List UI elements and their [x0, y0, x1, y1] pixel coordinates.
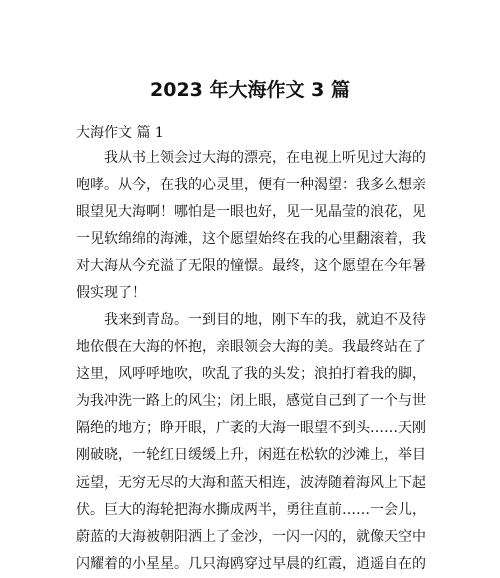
text-line: 闪耀着的小星星。几只海鸥穿过早晨的红霞，逍遥自在的 [76, 555, 426, 572]
text-line: 对大海从今充溢了无限的憧憬。最终，这个愿望在今年暑 [76, 258, 426, 275]
document-title: 2023 年大海作文 3 篇 [150, 79, 350, 101]
text-line: 我来到青岛。一到目的地，刚下车的我，就迫不及待 [76, 312, 426, 328]
text-line: 隔绝的地方；睁开眼，广袤的大海一眼望不到头……天刚 [76, 420, 426, 437]
text-line: 眼望见大海啊！哪怕是一眼也好，见一见晶莹的浪花，见 [76, 204, 426, 221]
text-line: 一见软绵绵的海滩，这个愿望始终在我的心里翻滚着，我 [76, 231, 426, 248]
text-line: 地依偎在大海的怀抱，亲眼领会大海的美。我最终站在了 [76, 339, 426, 356]
text-line: 我从书上领会过大海的漂亮，在电视上听见过大海的 [76, 150, 426, 166]
paragraph-1 [76, 145, 428, 308]
section-heading: 大海作文 篇 1 [76, 125, 164, 141]
text-line: 咆哮。从今，在我的心灵里，便有一种渴望：我多么想亲 [76, 177, 426, 194]
text-line: 蔚蓝的大海被朝阳洒上了金沙，一闪一闪的，就像天空中 [76, 528, 426, 545]
text-line: 为我冲洗一路上的风尘；闭上眼，感觉自己到了一个与世 [76, 393, 426, 410]
paragraph-2 [76, 307, 428, 578]
text-line: 假实现了！ [76, 285, 146, 302]
text-line: 远望，无穷无尽的大海和蓝天相连，波涛随着海风上下起 [76, 474, 426, 491]
text-line: 这里，风呼呼地吹，吹乱了我的头发；浪拍打着我的脚， [76, 366, 426, 383]
text-line: 刚破晓，一轮红日缓缓上升，闲逛在松软的沙滩上，举目 [76, 447, 426, 464]
text-line: 伏。巨大的海轮把海水撕成两半，勇往直前……一会儿， [76, 501, 426, 518]
